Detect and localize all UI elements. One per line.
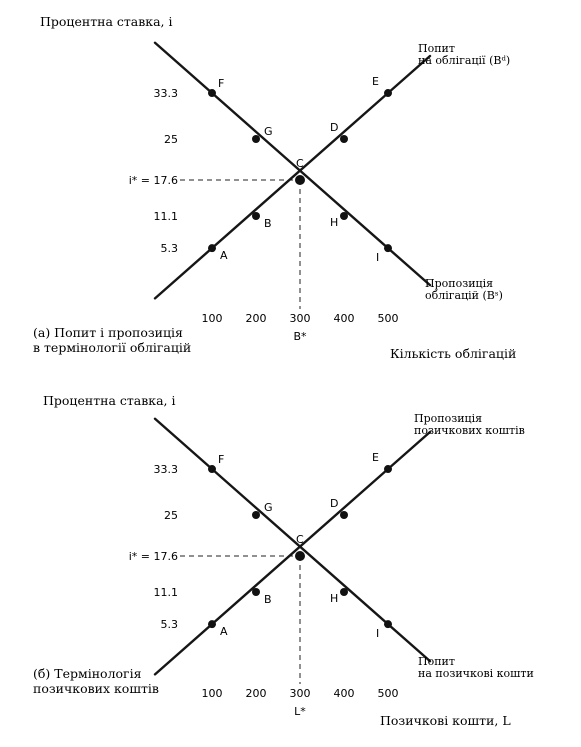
- data-point: [252, 212, 260, 220]
- data-point: [208, 465, 216, 473]
- data-point: [384, 465, 392, 473]
- x-tick-label: 200: [245, 312, 267, 325]
- data-point: [252, 511, 260, 519]
- point-label: E: [372, 451, 379, 465]
- data-point: [208, 620, 216, 628]
- point-label: G: [264, 125, 273, 139]
- equilibrium-rate-label: i* = 17.6: [128, 550, 178, 563]
- y-tick-label: 25: [164, 509, 178, 523]
- point-label: I: [376, 251, 380, 265]
- series-name: облігацій (Bˢ): [425, 289, 503, 302]
- x-tick-label: 100: [201, 687, 223, 700]
- panel-caption: (б) Термінологія: [33, 666, 142, 681]
- data-point: [340, 212, 348, 220]
- y-tick-label: 33.3: [153, 463, 178, 477]
- x-tick-label: 100: [201, 312, 223, 325]
- series-name: позичкових коштів: [414, 424, 525, 437]
- y-axis-title: Процентна ставка, i: [43, 393, 176, 408]
- data-point: [340, 135, 348, 143]
- point-label: G: [264, 501, 273, 515]
- panel-caption: в термінології облігацій: [33, 340, 192, 355]
- x-tick-label: 500: [377, 687, 399, 700]
- data-point: [252, 135, 260, 143]
- point-label: A: [220, 249, 228, 263]
- equilibrium-quantity-label: B*: [293, 330, 307, 343]
- series-name: Попит: [418, 42, 455, 55]
- point-label: I: [376, 627, 380, 641]
- data-point: [340, 588, 348, 596]
- series-name: Пропозиція: [414, 412, 483, 425]
- point-label: D: [330, 121, 339, 135]
- data-point: [252, 588, 260, 596]
- point-label: F: [218, 77, 225, 91]
- x-tick-label: 300: [289, 312, 311, 325]
- series-name: Попит: [418, 655, 455, 668]
- data-point: [384, 89, 392, 97]
- series-name: на позичкові кошти: [418, 667, 534, 680]
- point-label: B: [264, 217, 272, 231]
- data-point: [295, 551, 305, 561]
- point-label: H: [330, 592, 339, 606]
- panel-caption: позичкових коштів: [33, 681, 159, 696]
- x-tick-label: 300: [289, 687, 311, 700]
- y-axis-title: Процентна ставка, i: [40, 14, 173, 29]
- point-label: H: [330, 216, 339, 230]
- x-tick-label: 400: [333, 687, 355, 700]
- y-tick-label: 25: [164, 133, 178, 147]
- panel-caption: (a) Попит і пропозиція: [33, 325, 183, 340]
- data-point: [208, 89, 216, 97]
- equilibrium-quantity-label: L*: [294, 705, 306, 718]
- point-label: B: [264, 593, 272, 607]
- data-point: [384, 620, 392, 628]
- data-point: [384, 244, 392, 252]
- point-label: C: [296, 157, 304, 170]
- y-tick-label: 5.3: [160, 242, 178, 256]
- data-point: [295, 175, 305, 185]
- y-tick-label: 33.3: [153, 87, 178, 101]
- series-name: на облігації (Bᵈ): [418, 54, 511, 67]
- x-axis-title: Позичкові кошти, L: [380, 713, 511, 728]
- x-tick-label: 400: [333, 312, 355, 325]
- x-axis-title: Кількість облігацій: [390, 346, 517, 361]
- x-tick-label: 200: [245, 687, 267, 700]
- point-label: A: [220, 625, 228, 639]
- point-label: E: [372, 75, 379, 89]
- point-label: F: [218, 453, 225, 467]
- y-tick-label: 11.1: [153, 210, 178, 224]
- equilibrium-rate-label: i* = 17.6: [128, 174, 178, 187]
- series-name: Пропозиція: [425, 277, 494, 290]
- data-point: [208, 244, 216, 252]
- point-label: C: [296, 533, 304, 546]
- point-label: D: [330, 497, 339, 511]
- data-point: [340, 511, 348, 519]
- y-tick-label: 5.3: [160, 618, 178, 632]
- x-tick-label: 500: [377, 312, 399, 325]
- y-tick-label: 11.1: [153, 586, 178, 600]
